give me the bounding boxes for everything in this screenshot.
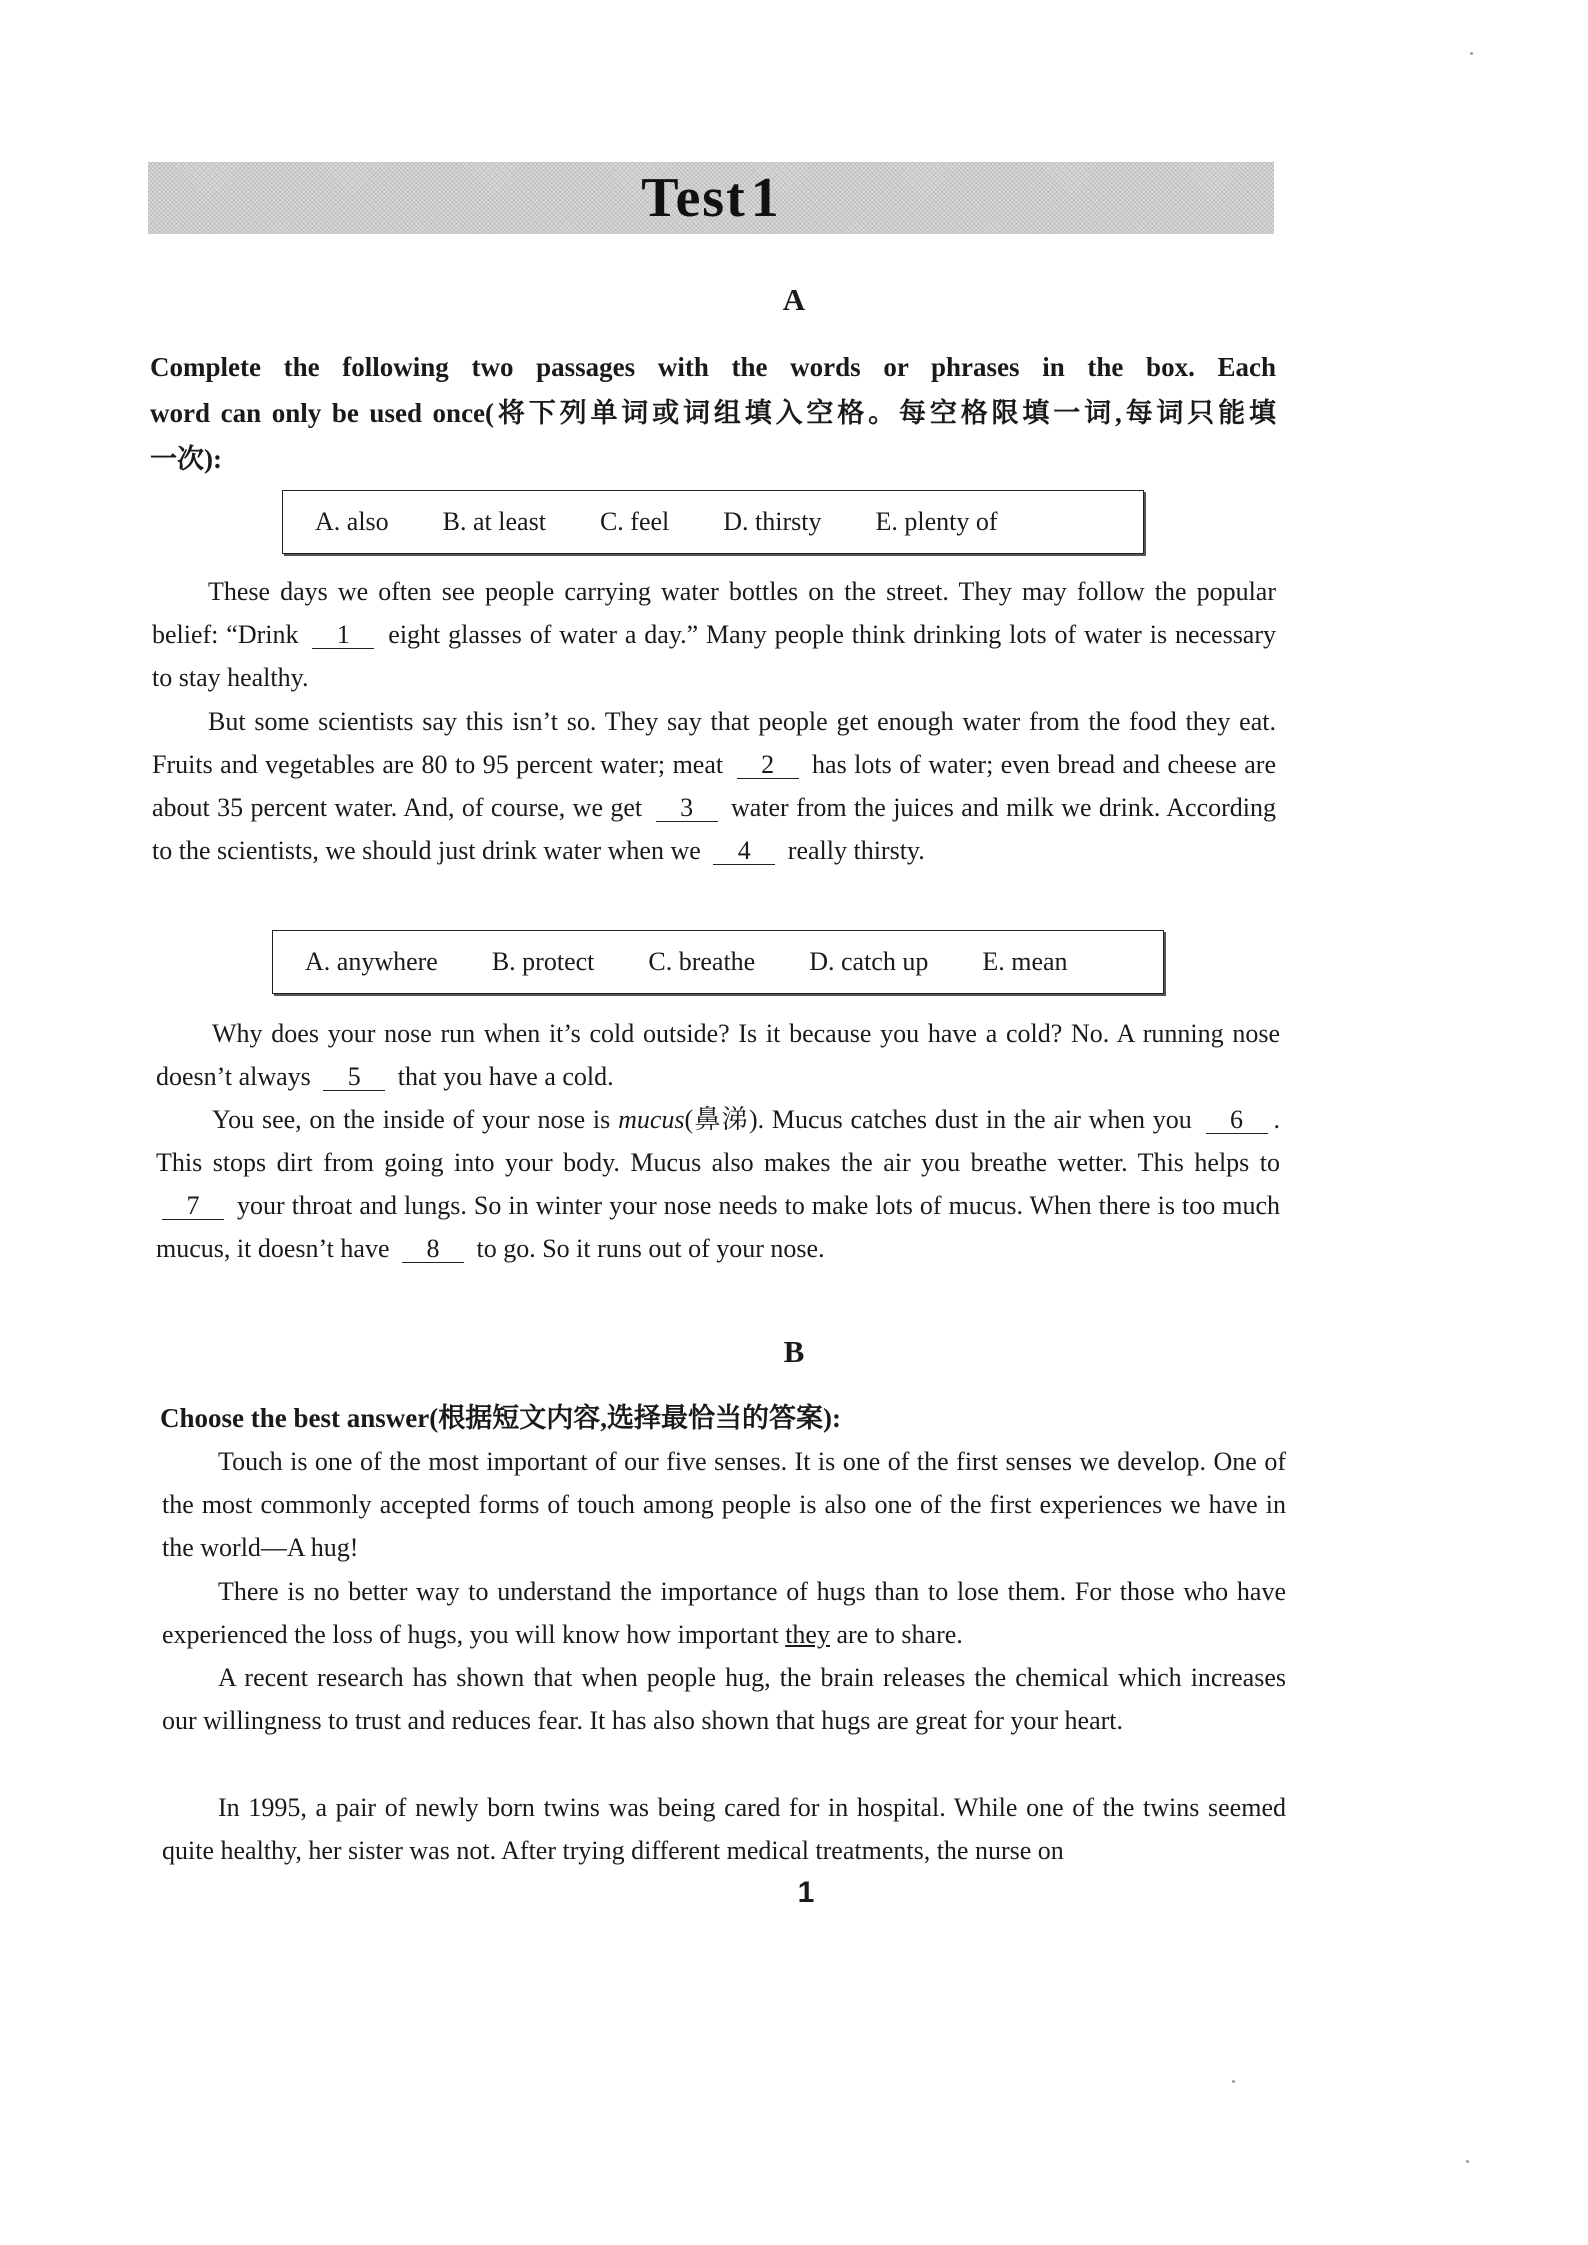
blank-8: 8 <box>402 1236 464 1263</box>
p1-text-b: eight glasses of water a day.” Many people think drinking lots of water is necessary to stay healthy. <box>152 620 1277 692</box>
box1-option-c: C. feel <box>599 507 670 536</box>
b-p1-text: Touch is one of the most important of our five senses. It is one of the first senses we develop. One of the most commonly accepted forms of touch among people is also one of the first experiences we have in the world—A hug! <box>162 1447 1286 1562</box>
p2-text-d: really thirsty. <box>787 836 925 865</box>
title-word: Test <box>641 167 747 229</box>
blank-1: 1 <box>312 622 374 649</box>
title-banner <box>148 162 1274 234</box>
blank-7: 7 <box>162 1193 224 1220</box>
passage-1-paragraph-1 <box>152 570 1276 699</box>
q2-p2-text-c: . This stops dirt from going into your body. Mucus also makes the air you breathe wetter. This helps to <box>156 1105 1280 1177</box>
passage-2-paragraph-2 <box>156 1098 1280 1270</box>
p2-text-a: But some scientists say this isn’t so. They say that people get enough water from the food they eat. Fruits and vegetables are 80 to 95 percent water; meat <box>152 707 1276 779</box>
b-p4-text: In 1995, a pair of newly born twins was being cared for in hospital. While one of the twins seemed quite healthy, her sister was not. After trying different medical treatments, the nurse on <box>162 1793 1286 1865</box>
box1-option-a: A. also <box>315 507 389 536</box>
blank-5: 5 <box>323 1064 385 1091</box>
mucus-term: mucus <box>618 1105 685 1134</box>
q2-p2-text-d: your throat and lungs. So in winter your nose needs to make lots of mucus. When there is too much mucus, it doesn’t have <box>156 1191 1281 1263</box>
mucus-chinese-gloss: (鼻涕) <box>684 1105 758 1134</box>
q2-p2-text-e: to go. So it runs out of your nose. <box>476 1234 825 1263</box>
b-p2-text-b: are to share. <box>836 1620 963 1649</box>
box2-option-a: A. anywhere <box>305 947 438 976</box>
q2-p2-text-a: You see, on the inside of your nose is <box>212 1105 611 1134</box>
section-b-paragraph-3 <box>162 1656 1286 1742</box>
instruction-line-1: Complete the following two passages with the words or phrases in the box. Each <box>150 352 1276 382</box>
q2-p2-text-b: . Mucus catches dust in the air when you <box>757 1105 1192 1134</box>
underlined-they: they <box>785 1620 830 1649</box>
passage-1-paragraph-2 <box>152 700 1276 872</box>
section-a-heading: A <box>782 282 806 317</box>
blank-4: 4 <box>713 838 775 865</box>
section-b-paragraph-1 <box>162 1440 1286 1569</box>
word-box-1 <box>282 490 1144 554</box>
b-p3-text: A recent research has shown that when people hug, the brain releases the chemical which increases our willingness to trust and reduces fear. It has also shown that hugs are great for your heart. <box>162 1663 1286 1735</box>
instruction-line-2: word can only be used once(将下列单词或词组填入空格。每空格限填一词,每词只能填 <box>150 398 1276 428</box>
q2-p1-text-b: that you have a cold. <box>397 1062 614 1091</box>
box1-option-b: B. at least <box>442 507 546 536</box>
word-box-2 <box>272 930 1164 994</box>
passage-2-paragraph-1 <box>156 1012 1280 1098</box>
p2-text-b: has lots of water; even bread and cheese are about 35 percent water. And, of course, we get <box>152 750 1277 822</box>
b-p2-text-a: There is no better way to understand the importance of hugs than to lose them. For those who have experienced the loss of hugs, you will know how important <box>162 1577 1286 1649</box>
box2-option-c: C. breathe <box>648 947 756 976</box>
section-b-instruction: Choose the best answer(根据短文内容,选择最恰当的答案): <box>160 1403 841 1433</box>
box1-option-d: D. thirsty <box>723 507 822 536</box>
blank-2: 2 <box>737 752 799 779</box>
title-number: 1 <box>750 167 781 229</box>
page-number: 1 <box>797 1876 815 1909</box>
p2-text-c: water from the juices and milk we drink. According to the scientists, we should just drink water when we <box>152 793 1277 865</box>
scan-speck <box>1466 2160 1469 2163</box>
instruction-line-3: 一次): <box>150 444 222 474</box>
scan-speck <box>1232 2080 1235 2083</box>
box2-option-d: D. catch up <box>809 947 929 976</box>
section-b-paragraph-4 <box>162 1786 1286 1872</box>
blank-3: 3 <box>656 795 718 822</box>
box2-option-e: E. mean <box>982 947 1068 976</box>
blank-6: 6 <box>1206 1107 1268 1134</box>
scan-speck <box>1470 52 1473 55</box>
section-a-instruction <box>150 344 1276 482</box>
section-b-heading: B <box>783 1334 805 1369</box>
box2-option-b: B. protect <box>491 947 595 976</box>
q2-p1-text-a: Why does your nose run when it’s cold outside? Is it because you have a cold? No. A running nose doesn’t always <box>156 1019 1280 1091</box>
p1-text-a: These days we often see people carrying water bottles on the street. They may follow the popular belief: “Drink <box>152 577 1276 649</box>
box1-option-e: E. plenty of <box>875 507 998 536</box>
section-b-paragraph-2 <box>162 1570 1286 1656</box>
